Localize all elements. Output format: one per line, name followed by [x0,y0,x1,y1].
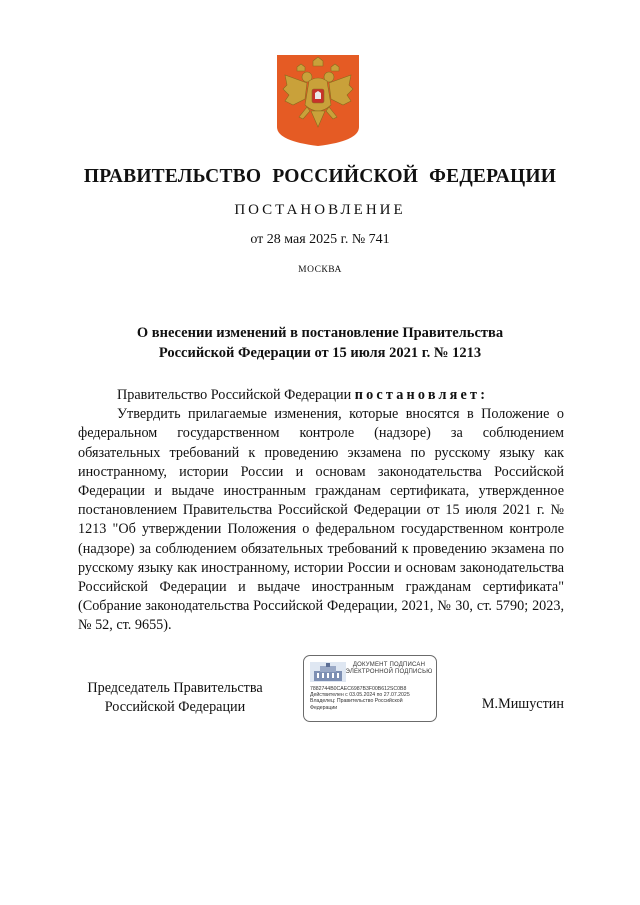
subject-line-1: О внесении изменений в постановление Правительства [136,325,504,341]
stamp-title [344,662,434,676]
stamp-owner-line-2: Федерации [310,704,338,711]
stamp-title-line-1: ДОКУМЕНТ ПОДПИСАН [352,662,426,668]
signatory-position [70,679,280,717]
stamp-details [310,686,434,711]
electronic-signature-stamp [303,655,437,722]
document-date-number: от 28 мая 2025 г. № 741 [250,232,390,247]
government-building-icon [310,662,346,682]
document-body [78,386,564,636]
decree-paragraph: Утвердить прилагаемые изменения, которые вносятся в Положение о федеральном государственном контроле (надзоре) за соблюдением обязательных требований к проведению экзамена по русскому языку как иностранному, истории России и основам законодательства Российской Федерации и выдаче иностранным гражданам сертификата, утвержденное постановлением Правительства Российской Федерации от 15 июля 2021 г. № 1213 "Об утверждении Положения о федеральном государственном контроле (надзоре) за соблюдением обязательных требований к проведению экзамена по русскому языку как иностранному, истории России и основам законодательства Российской Федерации и выдаче иностранным гражданам сертификата" (Собрание законодательства Российской Федерации, 2021, № 30, ст. 5790; 2023, № 52, ст. 9655). [78,406,564,634]
decree-word: постановляет: [354,387,489,403]
decree-intro [78,386,564,405]
stamp-title-line-2: ЭЛЕКТРОННОЙ ПОДПИСЬЮ [345,669,433,675]
stamp-serial: 7882744B0CAEC6987B3F00B612SC0B8 [310,686,407,692]
stamp-owner-line-1: Владелец: Правительство Российской [310,698,403,705]
decree-intro-lead: Правительство Российской Федерации [117,387,352,403]
subject-line-2: Российской Федерации от 15 июля 2021 г. № 1213 [158,345,482,361]
stamp-validity: Действителен с 03.05.2024 по 27.07.2025 [310,692,410,699]
document-type: ПОСТАНОВЛЕНИЕ [234,202,406,218]
signatory-position-line-1: Председатель Правительства [87,680,263,696]
signatory-position-line-2: Российской Федерации [104,699,246,715]
coat-of-arms-icon [277,55,359,146]
city: МОСКВА [298,265,342,275]
document-subject [80,323,560,363]
signatory-name: М.Мишустин [481,696,564,712]
government-title: ПРАВИТЕЛЬСТВО РОССИЙСКОЙ ФЕДЕРАЦИИ [83,166,557,187]
